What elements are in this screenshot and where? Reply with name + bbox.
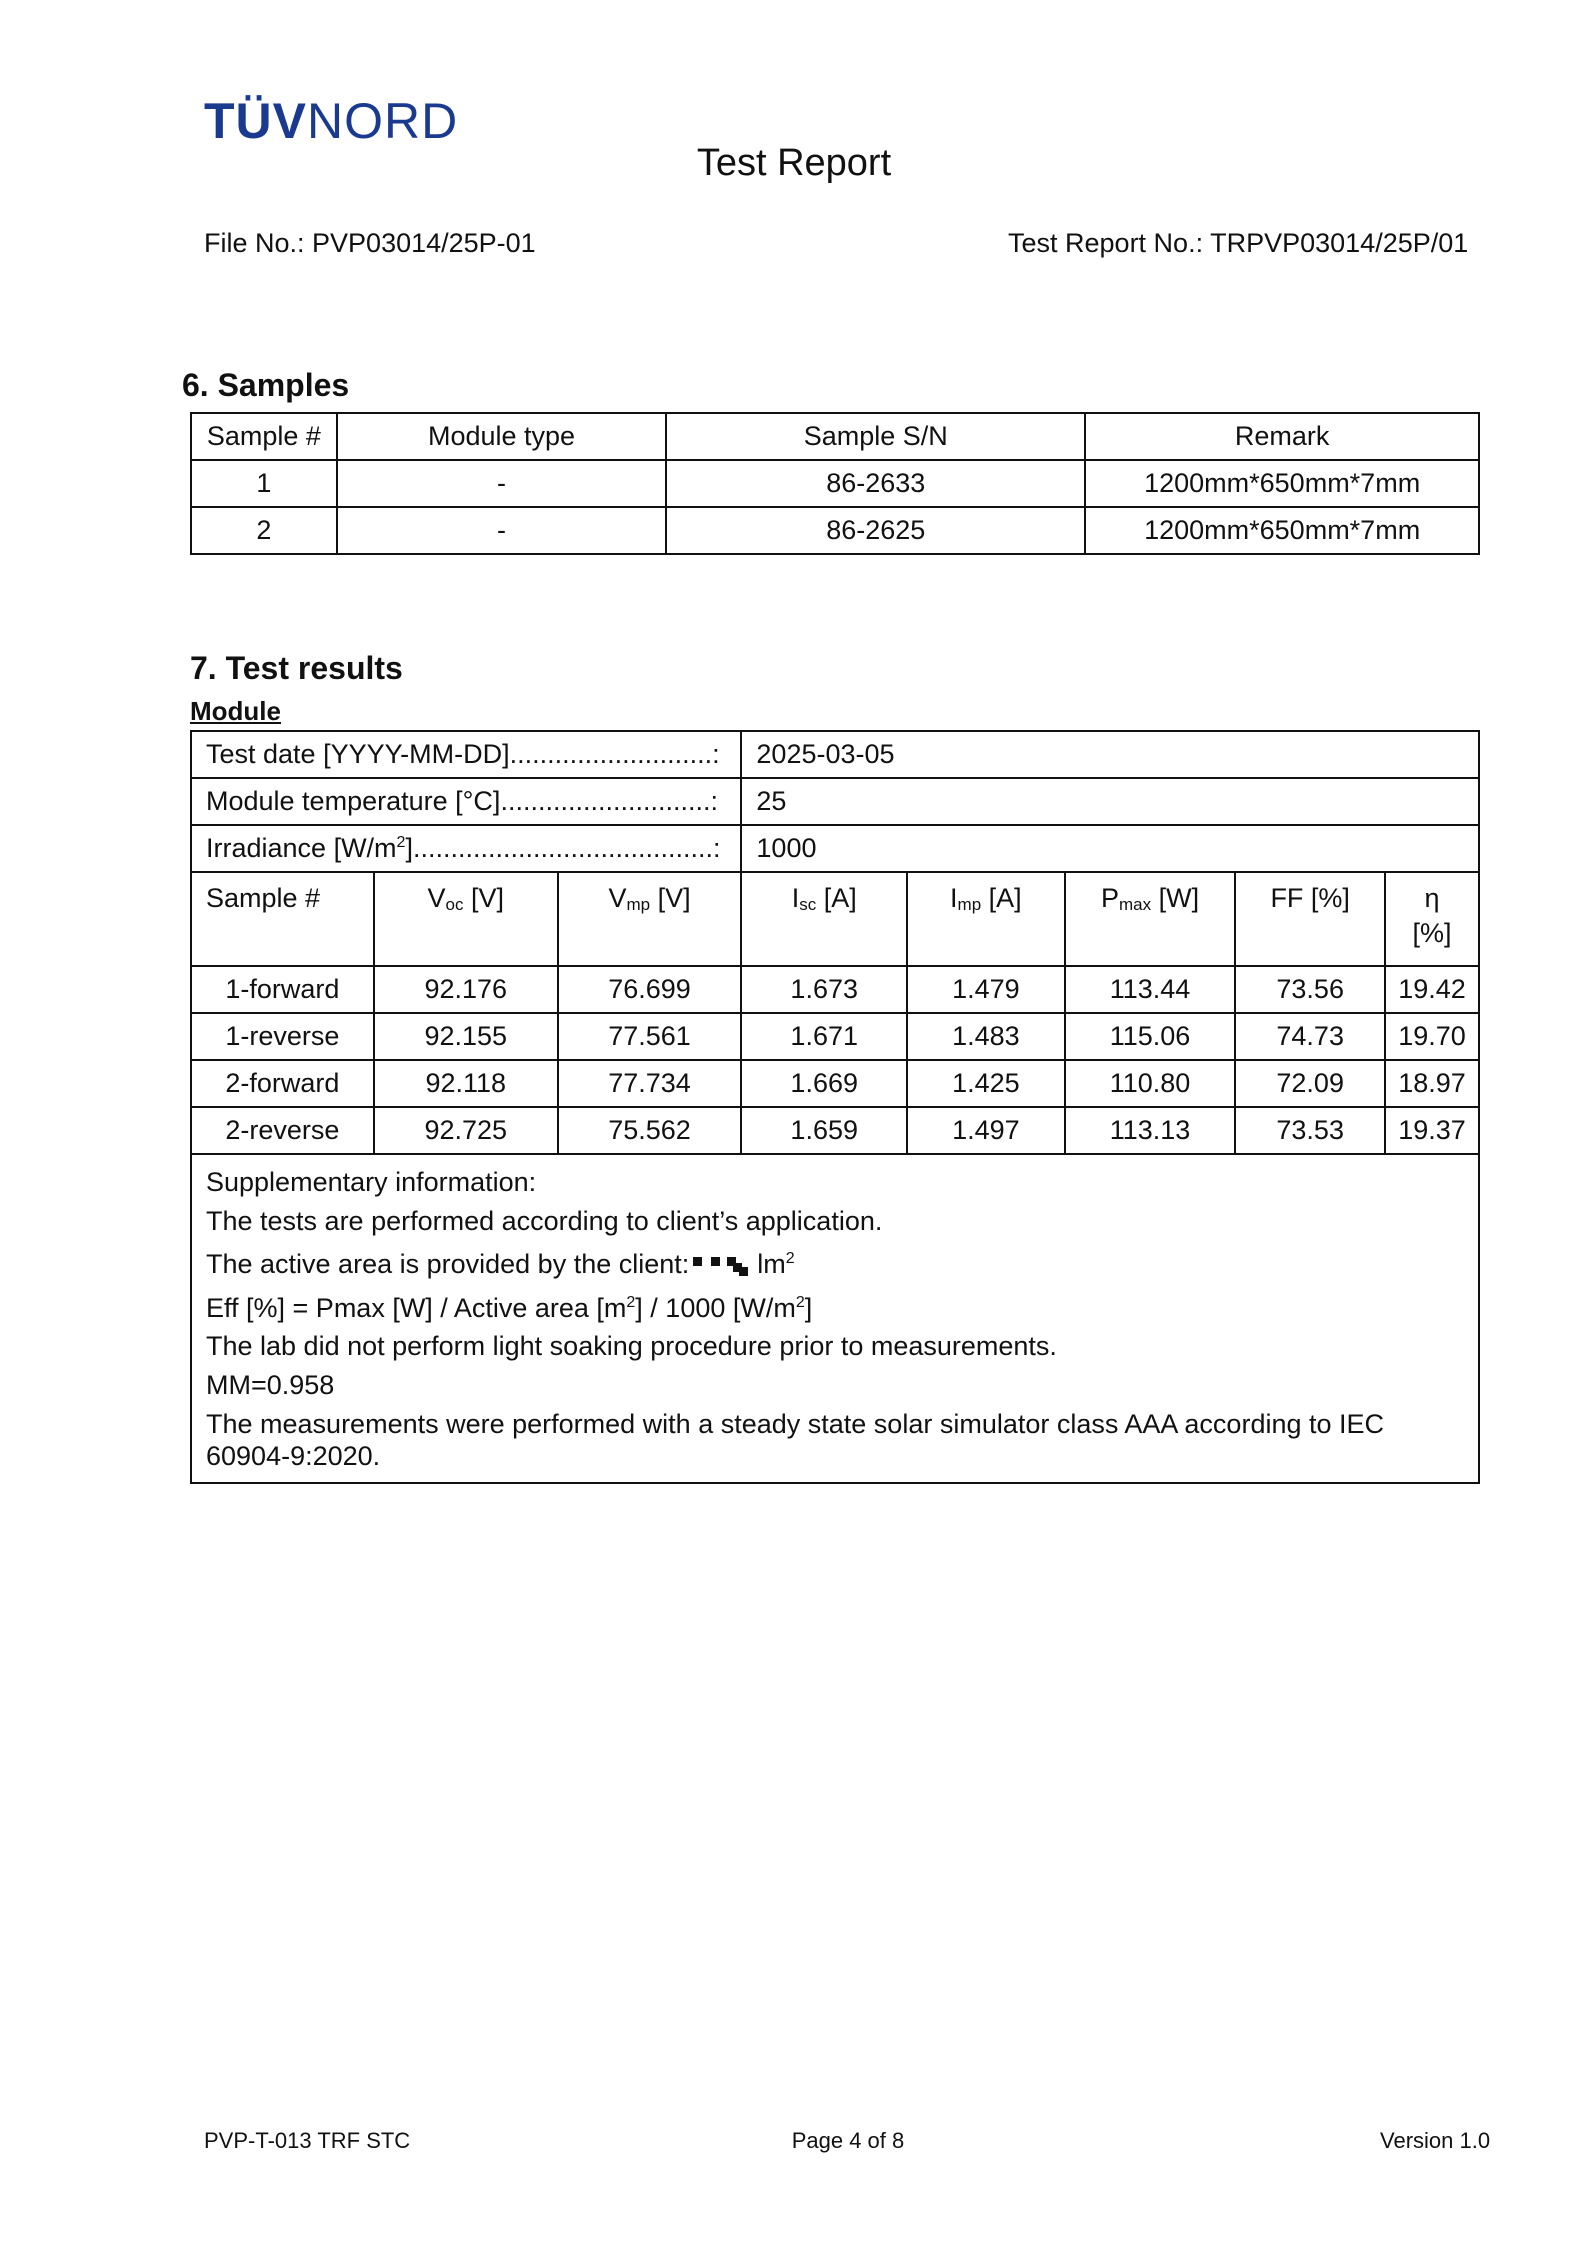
cell: 1.659 xyxy=(741,1107,907,1154)
cell: 1-reverse xyxy=(191,1013,374,1060)
samples-header-row xyxy=(191,413,1479,460)
samples-heading: 6. Samples xyxy=(182,367,350,403)
cell: 86-2625 xyxy=(666,507,1085,554)
supplementary-row xyxy=(191,1154,1479,1483)
results-header-row xyxy=(191,872,1479,966)
col-efficiency xyxy=(1385,872,1479,966)
cell: 1.669 xyxy=(741,1060,907,1107)
cell: 115.06 xyxy=(1065,1013,1236,1060)
report-number: Test Report No.: TRPVP03014/25P/01 xyxy=(1008,228,1469,258)
test-date-label: Test date [YYYY-MM-DD] xyxy=(206,739,510,769)
col-module-type: Module type xyxy=(337,413,666,460)
supp-line-6: The measurements were performed with a steady state solar simulator class AAA according to IEC 60904-9:2020. xyxy=(206,1409,1385,1471)
col-voc: $V_{oc}$ [V] xyxy=(374,872,558,966)
irradiance-label-end: ] xyxy=(405,833,413,863)
document-title: Test Report xyxy=(696,142,892,184)
cell: 92.176 xyxy=(374,966,558,1013)
table-row xyxy=(191,1107,1479,1154)
cell: 2-forward xyxy=(191,1060,374,1107)
results-table xyxy=(190,730,1480,1484)
leader-dots: ...........................: xyxy=(509,739,720,769)
col-sample-sn: Sample S/N xyxy=(666,413,1085,460)
footer-version: Version 1.0 xyxy=(1380,2128,1491,2153)
logo-nord: NORD xyxy=(307,93,459,149)
results-heading: 7. Test results xyxy=(190,650,403,686)
table-row xyxy=(191,966,1479,1013)
redaction-mark xyxy=(693,1255,751,1277)
cell: 2-reverse xyxy=(191,1107,374,1154)
col-ff: FF [%] xyxy=(1235,872,1385,966)
col-sample: Sample # xyxy=(191,872,374,966)
irradiance-value: 1000 xyxy=(741,825,1479,872)
col-vmp: $V_{mp}$ [V] xyxy=(558,872,742,966)
leader-dots: ........................................: xyxy=(412,833,721,863)
cell: 73.56 xyxy=(1235,966,1385,1013)
cell: 2 xyxy=(191,507,337,554)
cell: 1200mm*650mm*7mm xyxy=(1085,460,1479,507)
samples-row xyxy=(191,460,1479,507)
supp-line-5: MM=0.958 xyxy=(206,1369,335,1400)
col-imp: $I_{mp}$ [A] xyxy=(907,872,1065,966)
cell: 19.37 xyxy=(1385,1107,1479,1154)
cell: 73.53 xyxy=(1235,1107,1385,1154)
cell: 1.479 xyxy=(907,966,1065,1013)
supp-title: Supplementary information: xyxy=(206,1167,537,1197)
table-row xyxy=(191,1013,1479,1060)
table-row xyxy=(191,1060,1479,1107)
cell: 1200mm*650mm*7mm xyxy=(1085,507,1479,554)
logo-tuv: TÜV xyxy=(204,93,307,149)
cell: 1.497 xyxy=(907,1107,1065,1154)
eta-unit: [%] xyxy=(1412,918,1452,948)
eta-symbol: η xyxy=(1424,883,1440,913)
cell: 75.562 xyxy=(558,1107,742,1154)
cell: 72.09 xyxy=(1235,1060,1385,1107)
irradiance-row xyxy=(191,825,1479,872)
cell: 1-forward xyxy=(191,966,374,1013)
leader-dots: ............................: xyxy=(500,786,718,816)
cell: 110.80 xyxy=(1065,1060,1236,1107)
cell: 113.44 xyxy=(1065,966,1236,1013)
module-temperature-label-cell xyxy=(191,778,741,825)
footer-form-id: PVP-T-013 TRF STC xyxy=(204,2128,411,2153)
supp-line-4: The lab did not perform light soaking procedure prior to measurements. xyxy=(206,1331,1057,1361)
cell: 76.699 xyxy=(558,966,742,1013)
cell: 1.673 xyxy=(741,966,907,1013)
supp-line-2: The active area is provided by the client: $lm^2$ xyxy=(206,1249,795,1279)
cell: 1.671 xyxy=(741,1013,907,1060)
irradiance-label-sup: 2 xyxy=(396,834,406,851)
module-temperature-row xyxy=(191,778,1479,825)
cell: 92.725 xyxy=(374,1107,558,1154)
col-remark: Remark xyxy=(1085,413,1479,460)
samples-row xyxy=(191,507,1479,554)
samples-table xyxy=(190,412,1480,555)
file-number: File No.: PVP03014/25P-01 xyxy=(204,228,536,258)
module-subheading: Module xyxy=(190,696,281,726)
col-sample-number: Sample # xyxy=(191,413,337,460)
cell: 92.155 xyxy=(374,1013,558,1060)
col-pmax: $P_{max}$ [W] xyxy=(1065,872,1236,966)
footer-page-number: Page 4 of 8 xyxy=(791,2128,905,2153)
module-temperature-label: Module temperature [°C] xyxy=(206,786,501,816)
cell: 92.118 xyxy=(374,1060,558,1107)
cell: 19.70 xyxy=(1385,1013,1479,1060)
supp-line-3: Eff [%] = Pmax [W] / Active area $[m^2] / 1000$ $[W/m^2]$ xyxy=(206,1292,813,1323)
test-date-row xyxy=(191,731,1479,778)
cell: 77.561 xyxy=(558,1013,742,1060)
cell: 18.97 xyxy=(1385,1060,1479,1107)
cell: 1.425 xyxy=(907,1060,1065,1107)
tuv-nord-logo xyxy=(204,93,459,149)
cell: 86-2633 xyxy=(666,460,1085,507)
cell: 19.42 xyxy=(1385,966,1479,1013)
irradiance-label: Irradiance [W/m xyxy=(206,833,397,863)
module-temperature-value: 25 xyxy=(741,778,1479,825)
cell: 77.734 xyxy=(558,1060,742,1107)
cell: 74.73 xyxy=(1235,1013,1385,1060)
cell: - xyxy=(337,507,666,554)
cell: 1 xyxy=(191,460,337,507)
cell: 113.13 xyxy=(1065,1107,1236,1154)
cell: - xyxy=(337,460,666,507)
test-date-label-cell xyxy=(191,731,741,778)
test-date-value: 2025-03-05 xyxy=(741,731,1479,778)
cell: 1.483 xyxy=(907,1013,1065,1060)
supplementary-info xyxy=(191,1154,1479,1483)
col-isc: $I_{sc}$ [A] xyxy=(741,872,907,966)
supp-line-1: The tests are performed according to client’s application. xyxy=(206,1205,883,1236)
irradiance-label-cell xyxy=(191,825,741,872)
